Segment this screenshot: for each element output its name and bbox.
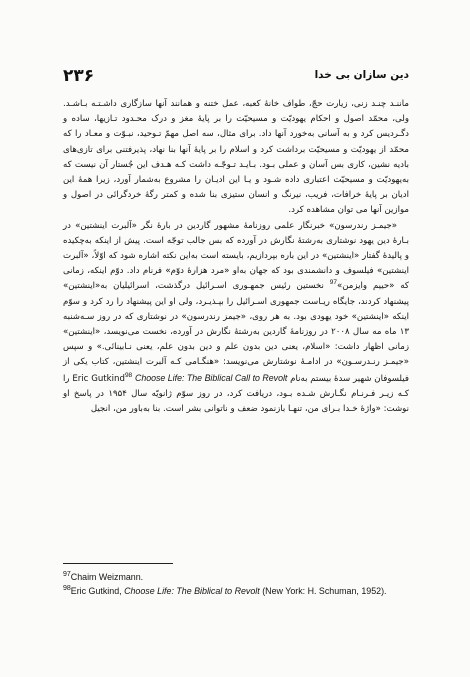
- footnote-divider: [63, 563, 173, 564]
- book-title-latin: Choose Life: The Biblical Call to Revolt: [134, 372, 288, 383]
- footnote-publication: (New York: H. Schuman, 1952).: [259, 585, 387, 596]
- footnote-author: Eric Gutkind,: [70, 585, 125, 596]
- page-number: ۲۳۶: [63, 66, 95, 86]
- footnotes: [63, 571, 409, 598]
- paragraph-2-part-1: «جیمـز رندرسون» خبرنگار علمی روزنامۀ مشهور گاردین در بارۀ نگر «آلبرت اینشتین» در بـارۀ دین یهود نوشتاری به‌رشتۀ نگارش در آورده که بس جالب توجّه است. پیش از اینکه به‌چکیده و پالیدۀ گفتار «اینشتین» در این باره بپردازیم، بایسته است به‌این نکته اشاره شود که اوّلاً، «آلبرت اینشتین» فیلسوف و دانشمندی بود که جهان به‌او «مرد هزارۀ دوّم» فرنام داد. دوّم اینکه، زمانی که «حییم وایزمن»: [63, 220, 409, 292]
- footnote-ref-98[interactable]: 98: [124, 371, 133, 379]
- footnote-text: Chaim Weizmann.: [70, 572, 144, 582]
- body-text: [63, 97, 409, 417]
- footnote-97: [63, 571, 409, 584]
- paragraph-2-part-3: را کـه زیـر فـرنـام نگـارش شـده بـود، دریافت کرد، در روز سوّم ژانویّه سال ۱۹۵۴ در پاسخ او نوشت: «واژۀ خـدا بـرای من، تنهـا بازنمود ضعف و ناتوانی بشر است. بنا به‌باور من، انجیل: [63, 373, 410, 415]
- paragraph-1: ماننـد چنـد زنی، زیارت حجّ، طواف خانۀ کعبه، عمل ختنه و همانند آنها سازگاری داشـتـه بـاشـد. ولی، محمّد اصول و احکام یهودیّت و مسیحیّت را بر پایۀ مغز و درک محـدود تـازیها، ساده و دگـرديس کرد و به آسانی به‌خورد آنها داد. برای مثال، سه اصل مهمّ تـوحید، نبـوّت و معـاد را که محمّد از یهودیّت و مسیحیّت برداشت کرد و اسلام را بر پایۀ آنها بنا نهاد، پذیرفتنی برای تازی‌های بادیه نشین، کاری بس آسان و عملی بـود. بـایـد تـوجّـه داشت کـه هـدف این جُستار آن نیست که به‌یهودیّت و مسیحیّت اعتباری داده شـود و یـا این ادیـان را مشروع به‌شمار آورد، زیرا همۀ این ادیان بر پایۀ خرافات، فریب، نیرنگ و انسان ستیزی بنا شده و کمتر رگۀ خردگرائی در اصول و موازین آنها می توان مشاهده کرد.: [63, 99, 409, 216]
- footnote-book-title: Choose Life: The Biblical to Revolt: [124, 585, 260, 596]
- running-title: دین سازان بی خدا: [314, 69, 409, 81]
- footnote-ref-97[interactable]: 97: [329, 279, 337, 287]
- footnote-98: [63, 585, 409, 598]
- page-header: [63, 66, 409, 92]
- footnote-number: 97: [63, 571, 71, 579]
- paragraph-2: [63, 219, 409, 418]
- paragraph-2-part-2: نخستین رئیس جمهـوری اسـرائیل در‌گذشت، اسرائیلیان به«اینشتین» پیشنهاد کردند، جایگاه ریـاست جمهوری اسـرائیل را بپـذیـرد، ولی او این پیشنهاد را رد کرد و سوّم اینکه «اینشتین» خود یهودی بود. به هر روی، «جیمز رندرسون» در نوشتاری که در روز سـه‌شنبه ۱۳ ماه مه سال ۲۰۰۸ در روزنامۀ گاردین به‌رشتۀ نگارش در آورده، نخست می‌نویسد، «اینشتین» زمانی اظهار داشت: «اسلام، یعنی دین بدون علم و دین بدون علم، یعنی نـابینائی.» و سپس «جیمـز رنـدرسـون» در ادامـۀ نوشتارش می‌نویسد: «هنگـامی کـه آلبرت اینشتین، کتاب یکی از فیلسوفان شهیر سدۀ بیستم به‌نام Eric Gutkind: [63, 281, 409, 384]
- footnote-number: 98: [63, 584, 71, 592]
